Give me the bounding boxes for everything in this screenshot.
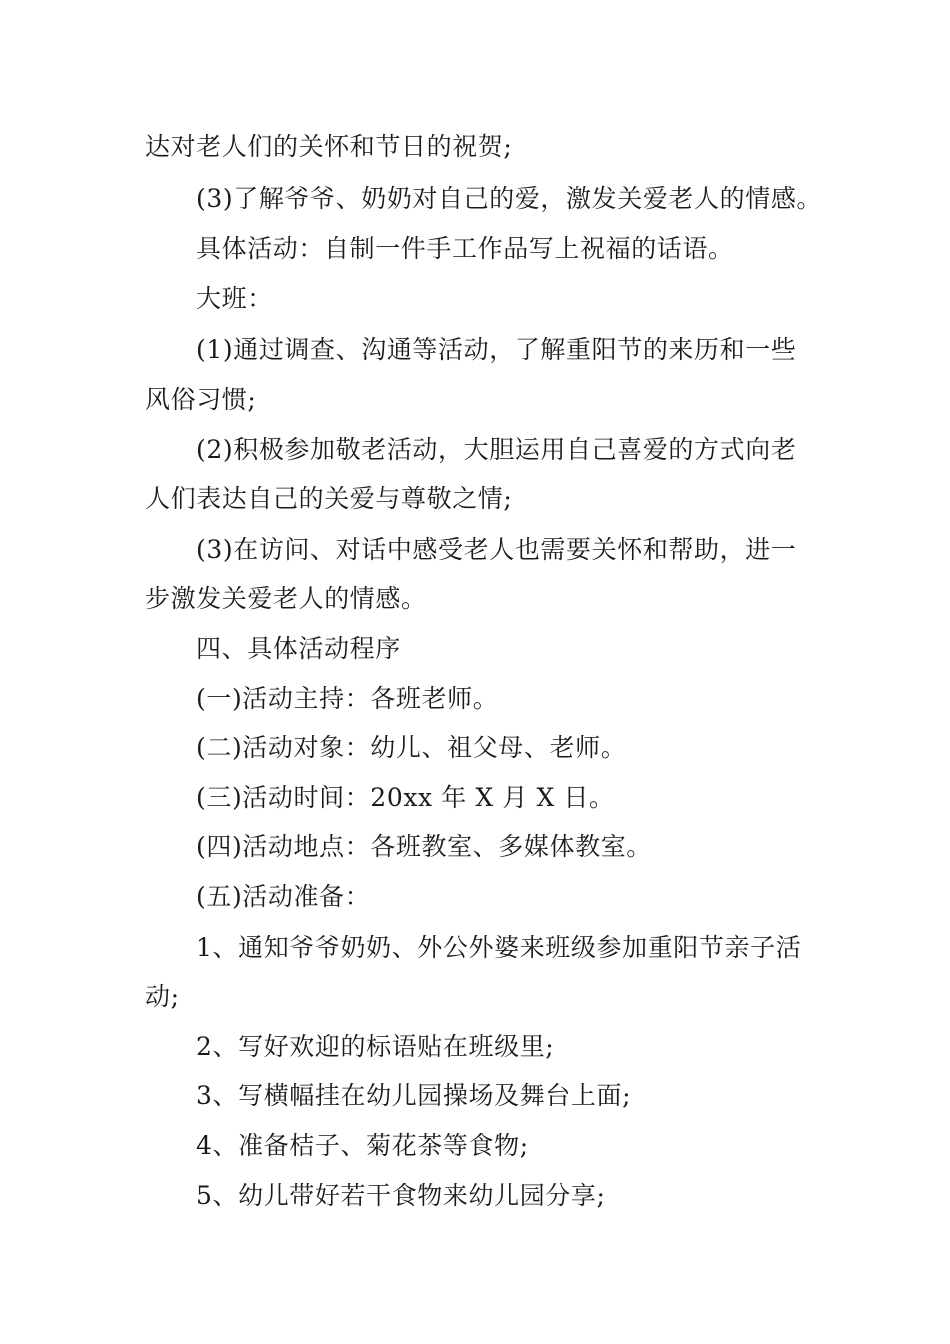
paragraph-line: 步激发关爱老人的情感。 <box>145 584 427 613</box>
paragraph-line: (3)在访问、对话中感受老人也需要关怀和帮助，进一 <box>196 535 797 564</box>
paragraph-line: (二)活动对象：幼儿、祖父母、老师。 <box>196 733 627 762</box>
paragraph-line: 动; <box>145 982 180 1011</box>
paragraph-line: (1)通过调查、沟通等活动，了解重阳节的来历和一些 <box>196 335 797 364</box>
paragraph-line: 4、准备桔子、菊花茶等食物; <box>196 1131 529 1160</box>
paragraph-line: 2、写好欢迎的标语贴在班级里; <box>196 1032 555 1061</box>
paragraph-line: 具体活动：自制一件手工作品写上祝福的话语。 <box>196 234 734 263</box>
paragraph-line: (五)活动准备： <box>196 882 371 911</box>
section-heading: 大班： <box>196 284 273 313</box>
paragraph-line: (2)积极参加敬老活动，大胆运用自己喜爱的方式向老 <box>196 435 797 464</box>
paragraph-line: 5、幼儿带好若干食物来幼儿园分享; <box>196 1181 606 1210</box>
paragraph-line: (一)活动主持：各班老师。 <box>196 684 499 713</box>
paragraph-line: 风俗习惯; <box>145 385 257 414</box>
paragraph-line: (四)活动地点：各班教室、多媒体教室。 <box>196 832 652 861</box>
section-heading: 四、具体活动程序 <box>196 634 401 663</box>
paragraph-line: 1、通知爷爷奶奶、外公外婆来班级参加重阳节亲子活 <box>196 933 802 962</box>
paragraph-line: 人们表达自己的关爱与尊敬之情; <box>145 484 513 513</box>
paragraph-line: (三)活动时间：20xx 年 X 月 X 日。 <box>196 783 615 812</box>
paragraph-line: 达对老人们的关怀和节日的祝贺; <box>145 132 513 161</box>
paragraph-line: 3、写横幅挂在幼儿园操场及舞台上面; <box>196 1081 632 1110</box>
paragraph-line: (3)了解爷爷、奶奶对自己的爱，激发关爱老人的情感。 <box>196 184 823 213</box>
